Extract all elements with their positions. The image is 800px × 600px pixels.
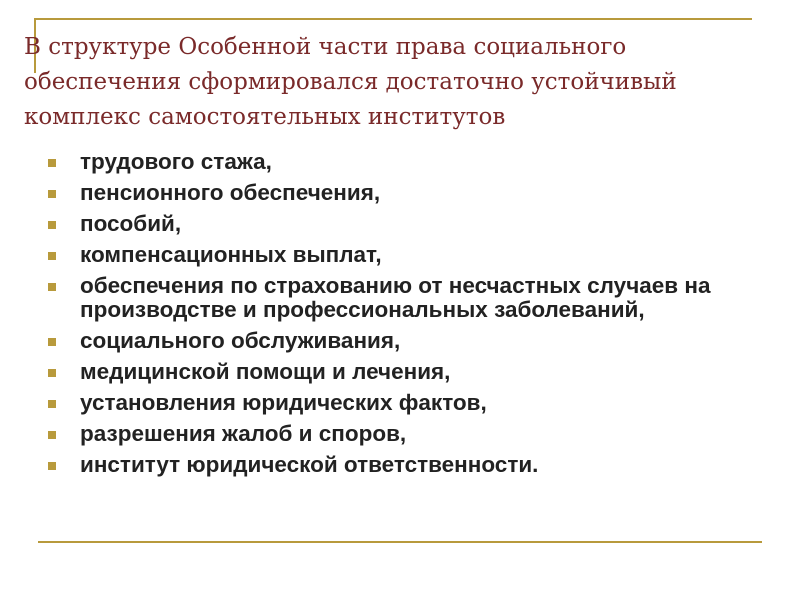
bullet-list	[46, 150, 766, 484]
list-item-text: обеспечения по страхованию от несчастных случаев на производстве и профессиональных заболеваний,	[80, 273, 711, 322]
square-bullet-icon	[48, 400, 56, 408]
list-item-text: институт юридической ответственности.	[80, 452, 539, 477]
square-bullet-icon	[48, 431, 56, 439]
square-bullet-icon	[48, 369, 56, 377]
top-divider	[34, 18, 752, 20]
square-bullet-icon	[48, 159, 56, 167]
list-item-text: пенсионного обеспечения,	[80, 180, 381, 205]
list-item	[46, 181, 766, 205]
list-item	[46, 391, 766, 415]
list-item	[46, 243, 766, 267]
list-item-text: социального обслуживания,	[80, 328, 401, 353]
list-item	[46, 453, 766, 477]
square-bullet-icon	[48, 338, 56, 346]
square-bullet-icon	[48, 221, 56, 229]
list-item	[46, 274, 766, 322]
list-item-text: компенсационных выплат,	[80, 242, 382, 267]
square-bullet-icon	[48, 462, 56, 470]
list-item	[46, 212, 766, 236]
square-bullet-icon	[48, 252, 56, 260]
list-item-text: разрешения жалоб и споров,	[80, 421, 407, 446]
list-item-text: пособий,	[80, 211, 182, 236]
square-bullet-icon	[48, 190, 56, 198]
list-item	[46, 360, 766, 384]
list-item	[46, 150, 766, 174]
list-item-text: трудового стажа,	[80, 149, 272, 174]
list-item	[46, 329, 766, 353]
list-item-text: установления юридических фактов,	[80, 390, 487, 415]
bottom-divider	[38, 541, 762, 543]
slide-title: В структуре Особенной части права социального обеспечения сформировался достаточно устойчивый комплекс самостоятельных институтов	[24, 34, 677, 130]
list-item-text: медицинской помощи и лечения,	[80, 359, 451, 384]
square-bullet-icon	[48, 283, 56, 291]
list-item	[46, 422, 766, 446]
